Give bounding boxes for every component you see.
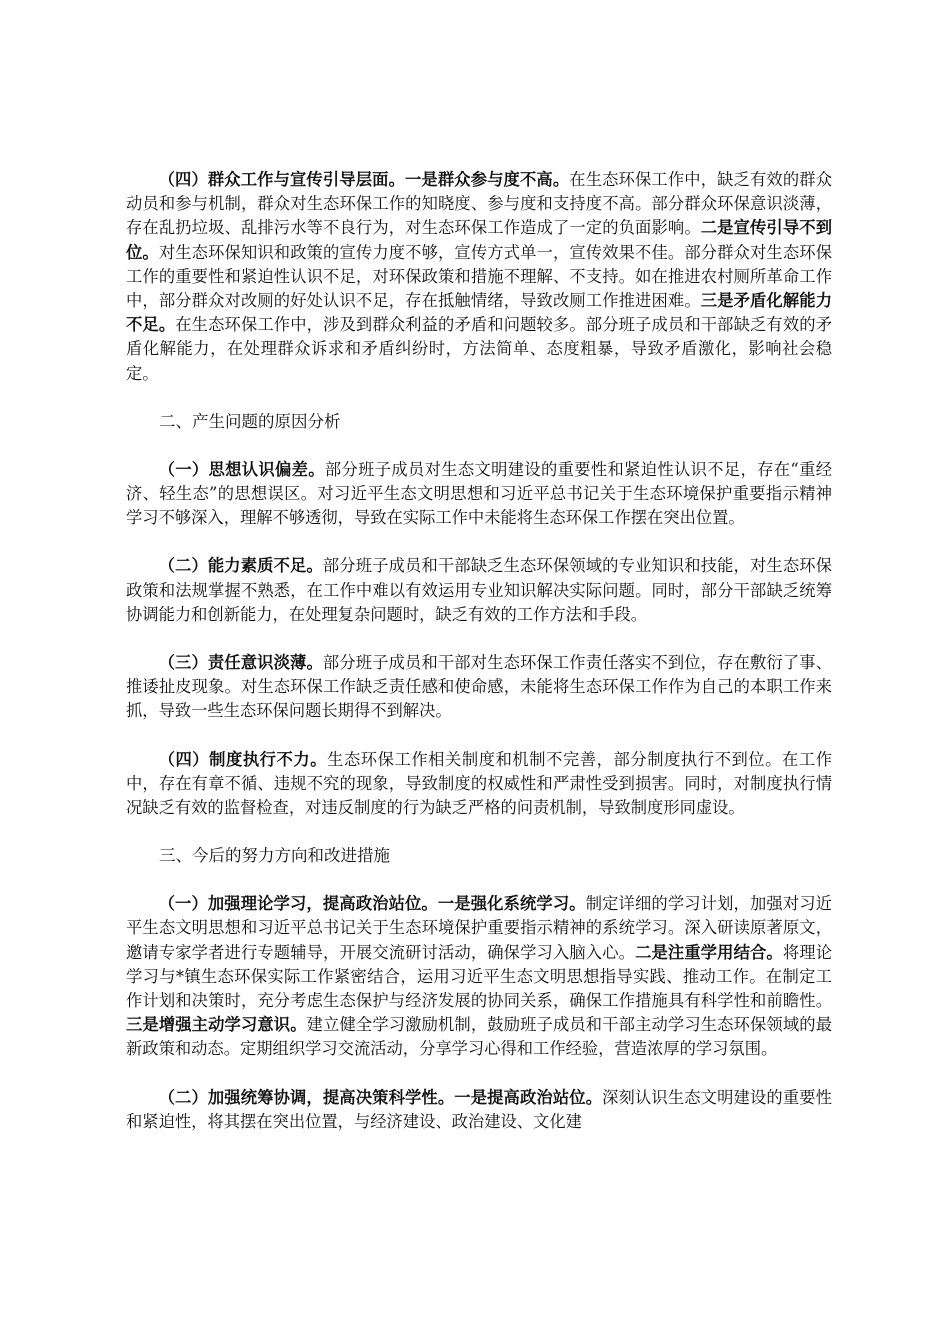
paragraph-text: 部分班子成员对生态文明建设的重要性和紧迫性认识不足，存在“重经济、轻生态”的思想误区。对习近平生态文明思想和习近平总书记关于生态环境保护重要指示精神学习不够深入，理解不够透彻，导致在实际工作中未能将生态环保工作摆在突出位置。 xyxy=(126,459,832,528)
spacer xyxy=(126,627,832,651)
paragraph-heading: （一）加强理论学习，提高政治站位。 xyxy=(158,894,438,914)
spacer xyxy=(126,820,832,844)
spacer xyxy=(126,868,832,892)
paragraph-coordination xyxy=(126,1086,832,1134)
paragraph-ability xyxy=(126,554,832,627)
section-heading-causes: 二、产生问题的原因分析 xyxy=(159,411,341,431)
point-heading-1: 一是提高政治站位。 xyxy=(454,1087,603,1107)
paragraph-heading: （一）思想认识偏差。 xyxy=(158,459,325,479)
point-heading-3: 三是增强主动学习意识。 xyxy=(126,1015,307,1035)
paragraph-responsibility xyxy=(126,651,832,724)
point-text-2: 将理论学习与*镇生态环保实际工作紧密结合，运用习近平生态文明思想指导实践、推动工作。在制定工作计划和决策时，充分考虑生态保护与经济发展的协同关系，确保工作措施具有科学性和前瞻性。 xyxy=(126,942,832,1011)
point-text-1: 深刻认识生态文明建设的重要性和紧迫性，将其摆在突出位置，与经济建设、政治建设、文化建 xyxy=(126,1087,832,1131)
paragraph-ideology xyxy=(126,458,832,531)
point-text-1: 制定详细的学习计划，加强对习近平生态文明思想和习近平总书记关于生态环境保护重要指示精神的系统学习。深入研读原著原文，邀请专家学者进行专题辅导，开展交流研讨活动，确保学习入脑入心。 xyxy=(126,894,832,962)
section-heading-measures: 三、今后的努力方向和改进措施 xyxy=(159,846,390,866)
paragraph-mass-work xyxy=(126,168,832,386)
spacer xyxy=(126,724,832,748)
point-text-1: 在生态环保工作中，缺乏有效的群众动员和参与机制，群众对生态环保工作的知晓度、参与度和支持度不高。部分群众环保意识淡薄，存在乱扔垃圾、乱排污水等不良行为，对生态环保工作造成了一定的负面影响。 xyxy=(126,170,832,238)
paragraph-system xyxy=(126,748,832,821)
point-heading-1: 一是强化系统学习。 xyxy=(437,894,586,914)
paragraph-text: 生态环保工作相关制度和机制不完善，部分制度执行不到位。在工作中，存在有章不循、违规不究的现象，导致制度的权威性和严肃性受到损害。同时，对制度执行情况缺乏有效的监督检查，对违反制度的行为缺乏严格的问责机制，导致制度形同虚设。 xyxy=(126,749,832,818)
spacer xyxy=(126,1062,832,1086)
paragraph-heading: （四）群众工作与宣传引导层面。 xyxy=(158,170,405,189)
spacer xyxy=(126,386,832,410)
point-heading-2: 二是宣传引导不到位。 xyxy=(126,218,832,262)
document-body xyxy=(126,168,832,1134)
point-heading-1: 一是群众参与度不高。 xyxy=(405,170,570,189)
spacer xyxy=(126,530,832,554)
paragraph-text: 部分班子成员和干部缺乏生态环保领域的专业知识和技能，对生态环保政策和法规掌握不熟悉，在工作中难以有效运用专业知识解决实际问题。同时，部分干部缺乏统筹协调能力和创新能力，在处理复杂问题时，缺乏有效的工作方法和手段。 xyxy=(126,556,832,624)
paragraph-heading: （四）制度执行不力。 xyxy=(158,749,328,769)
point-text-3: 建立健全学习激励机制，鼓励班子成员和干部主动学习生态环保领域的最新政策和动态。定期组织学习交流活动，分享学习心得和工作经验，营造浓厚的学习氛围。 xyxy=(126,1015,832,1059)
paragraph-heading: （三）责任意识淡薄。 xyxy=(158,653,323,673)
point-heading-2: 二是注重学用结合。 xyxy=(635,942,783,962)
spacer xyxy=(126,434,832,458)
point-heading-3: 三是矛盾化解能力不足。 xyxy=(126,291,832,335)
paragraph-heading: （二）能力素质不足。 xyxy=(158,556,323,576)
paragraph-text: 部分班子成员和干部对生态环保工作责任落实不到位，存在敷衍了事、推诿扯皮现象。对生态环保工作缺乏责任感和使命感，未能将生态环保工作作为自己的本职工作来抓，导致一些生态环保问题长期得不到解决。 xyxy=(126,653,832,721)
paragraph-heading: （二）加强统筹协调，提高决策科学性。 xyxy=(158,1087,455,1107)
paragraph-theory-study xyxy=(126,892,832,1061)
point-text-3: 在生态环保工作中，涉及到群众利益的矛盾和问题较多。部分班子成员和干部缺乏有效的矛盾化解能力，在处理群众诉求和矛盾纠纷时，方法简单、态度粗暴，导致矛盾激化，影响社会稳定。 xyxy=(126,315,832,383)
point-text-2: 对生态环保知识和政策的宣传力度不够，宣传方式单一，宣传效果不佳。部分群众对生态环保工作的重要性和紧迫性认识不足，对环保政策和措施不理解、不支持。如在推进农村厕所革命工作中，部分群众对改厕的好处认识不足，存在抵触情绪，导致改厕工作推进困难。 xyxy=(126,242,832,311)
